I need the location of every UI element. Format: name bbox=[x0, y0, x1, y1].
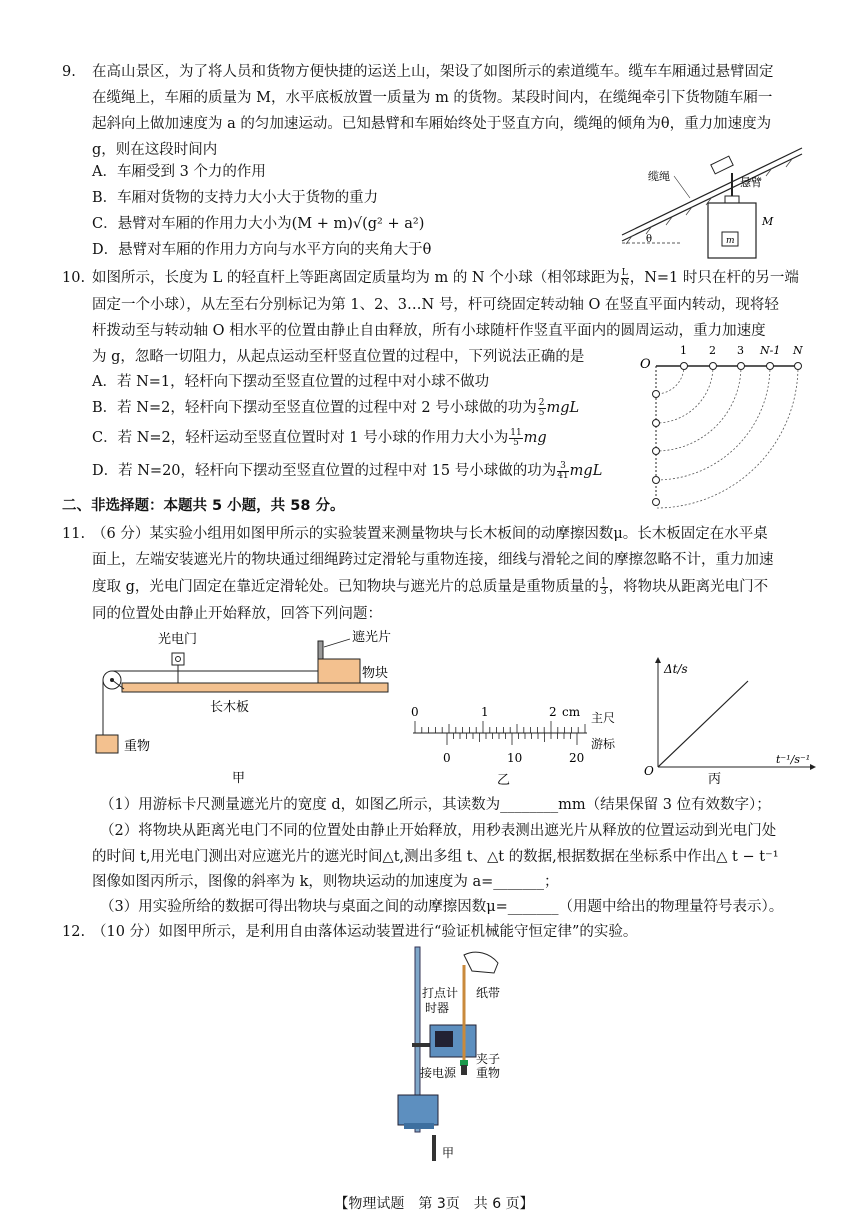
q10-c-frac bbox=[509, 429, 522, 448]
q11-vernier-figure-yi bbox=[405, 700, 635, 785]
q10-ball-n-label: N bbox=[793, 344, 803, 357]
q12-weight-label: 重物 bbox=[476, 1066, 501, 1080]
q10-ball-3-label: 3 bbox=[737, 344, 744, 357]
q10-b-frac bbox=[538, 399, 546, 418]
q10-stem-line: 为 g，忽略一切阻力，从起点运动至杆竖直位置的过程中，下列说法正确的是 bbox=[92, 349, 585, 365]
q12-power-label: 接电源 bbox=[420, 1066, 457, 1080]
q10-c-unit: mg bbox=[523, 430, 547, 446]
q10-frac-den: N bbox=[620, 277, 629, 288]
frac-den: 41 bbox=[557, 470, 569, 481]
q9-option-c: C．悬臂对车厢的作用力大小为(M + m)√(g² + a²) bbox=[92, 216, 425, 232]
q10-ball-1-label: 1 bbox=[680, 344, 687, 357]
frac-num: 1 bbox=[600, 576, 607, 587]
frac-den: 5 bbox=[513, 437, 519, 448]
q9-option-b: B．车厢对货物的支持力大小大于货物的重力 bbox=[92, 190, 379, 206]
q11-main-scale-label: 主尺 bbox=[591, 711, 616, 725]
q11-text: ，将物块从距离光电门不 bbox=[608, 579, 769, 595]
q9-stem-line: 在缆绳上，车厢的质量为 M，水平底板放置一质量为 m 的货物。某段时间内，在缆绳牵引下货物随车厢一 bbox=[92, 90, 773, 106]
q11-sub-2c: 图像如图丙所示，图像的斜率为 k，则物块运动的加速度为 a=_______； bbox=[92, 874, 559, 890]
q11-text: 度取 g，光电门固定在靠近定滑轮处。已知物块与遮光片的总质量是重物质量的 bbox=[92, 579, 599, 595]
q9-option-d: D．悬臂对车厢的作用力方向与水平方向的夹角大于θ bbox=[92, 242, 432, 258]
q11-vernier-20: 20 bbox=[569, 751, 585, 765]
q10-number: 10. bbox=[62, 270, 86, 286]
q10-d-frac bbox=[557, 462, 568, 481]
q9-M-label: M bbox=[762, 215, 774, 228]
q12-fig-caption: 甲 bbox=[442, 1146, 455, 1160]
q12-apparatus-figure bbox=[380, 945, 530, 1163]
q9-option-a: A．车厢受到 3 个力的作用 bbox=[92, 164, 266, 180]
q9-theta-label: θ bbox=[646, 234, 653, 245]
q9-cable-label: 缆绳 bbox=[648, 170, 670, 183]
q11-line-3 bbox=[92, 577, 768, 597]
q11-shade-label: 遮光片 bbox=[352, 630, 392, 645]
q10-b-text: B．若 N=2，轻杆向下摆动至竖直位置的过程中对 2 号小球做的功为 bbox=[92, 400, 537, 416]
q10-option-a: A．若 N=1，轻杆向下摆动至竖直位置的过程中对小球不做功 bbox=[92, 374, 490, 390]
q10-option-b bbox=[92, 398, 579, 418]
q11-fig-caption: 甲 bbox=[232, 771, 246, 785]
q11-sub-3: （3）用实验所给的数据可得出物块与桌面之间的动摩擦因数μ=_______（用题中给出的物理量符号表示）。 bbox=[100, 899, 784, 915]
q11-sub-2a: （2）将物块从距离光电门不同的位置处由静止开始释放，用秒表测出遮光片从释放的位置运动到光电门处 bbox=[100, 823, 777, 839]
q10-c-text: C．若 N=2，轻杆运动至竖直位置时对 1 号小球的作用力大小为 bbox=[92, 430, 509, 446]
q10-option-d bbox=[92, 461, 602, 481]
q10-stem-text: ，N=1 时只在杆的另一端 bbox=[629, 270, 799, 286]
q11-fraction bbox=[600, 578, 608, 597]
q11-graph-origin: O bbox=[644, 764, 654, 778]
q9-stem-line: 起斜向上做加速度为 a 的匀加速运动。已知悬臂和车厢始终处于竖直方向，缆绳的倾角为θ，重力加速度为 bbox=[92, 116, 772, 132]
q12-timer-label-2: 时器 bbox=[425, 1001, 450, 1015]
frac-num: 2 bbox=[538, 397, 545, 408]
page-footer: 【物理试题 第 3页 共 6 页】 bbox=[334, 1196, 534, 1212]
q11-fig-caption: 乙 bbox=[497, 773, 511, 785]
q10-frac-num: L bbox=[621, 267, 628, 278]
q12-timer-label-1: 打点计 bbox=[422, 986, 459, 1000]
q12-line: （10 分）如图甲所示，是利用自由落体运动装置进行“验证机械能守恒定律”的实验。 bbox=[92, 924, 638, 940]
q11-line: 面上，左端安装遮光片的物块通过细绳跨过定滑轮与重物连接，细线与滑轮之间的摩擦忽略不计，重力加速 bbox=[92, 552, 774, 568]
q10-stem-line: 固定一个小球），从左至右分别标记为第 1、2、3…N 号，杆可绕固定转动轴 O 在竖直平面内转动，现将轻 bbox=[92, 297, 779, 313]
q9-arm-label: 悬臂 bbox=[740, 176, 762, 189]
q11-vernier-0: 0 bbox=[443, 751, 451, 765]
q11-main-1: 1 bbox=[481, 705, 489, 719]
q11-graph-figure-bing bbox=[640, 655, 820, 785]
q9-m-label: m bbox=[726, 236, 735, 246]
q10-option-c bbox=[92, 428, 547, 448]
q12-clip-label: 夹子 bbox=[476, 1052, 501, 1066]
q11-block-label: 物块 bbox=[362, 666, 389, 681]
q11-board-label: 长木板 bbox=[210, 700, 250, 715]
q11-line: （6 分）某实验小组用如图甲所示的实验装置来测量物块与长木板间的动摩擦因数μ。长木板固定在水平桌 bbox=[92, 526, 768, 542]
q9-number: 9. bbox=[62, 64, 76, 80]
q10-fraction bbox=[621, 269, 629, 288]
q11-number: 11. bbox=[62, 526, 86, 542]
q11-gate-label: 光电门 bbox=[158, 632, 198, 647]
frac-num: 3 bbox=[557, 462, 568, 472]
q11-main-2: 2 bbox=[549, 705, 557, 719]
q9-stem-line: 在高山景区，为了将人员和货物方便快捷的运送上山，架设了如图所示的索道缆车。缆车车厢通过悬臂固定 bbox=[92, 64, 774, 80]
q11-unit: cm bbox=[562, 705, 581, 719]
q12-tape-label: 纸带 bbox=[476, 986, 501, 1000]
q10-stem-line: 杆拨动至与转动轴 O 相水平的位置由静止自由释放，所有小球随杆作竖直平面内的圆周运动，重力加速度 bbox=[92, 323, 766, 339]
q11-sub-1: （1）用游标卡尺测量遮光片的宽度 d，如图乙所示，其读数为________mm（结果保留 3 位有效数字）； bbox=[100, 797, 771, 813]
q10-d-text: D．若 N=20，轻杆向下摆动至竖直位置的过程中对 15 号小球做的功为 bbox=[92, 463, 557, 479]
q11-vernier-10: 10 bbox=[507, 751, 523, 765]
q10-b-unit: mgL bbox=[546, 400, 580, 416]
q10-rod-figure bbox=[636, 340, 816, 510]
q10-d-unit: mgL bbox=[569, 463, 603, 479]
q10-ball-2-label: 2 bbox=[709, 344, 716, 357]
q11-weight-label: 重物 bbox=[124, 739, 151, 754]
q11-line: 同的位置处由静止开始释放，回答下列问题： bbox=[92, 606, 382, 622]
frac-num: 11 bbox=[510, 427, 522, 438]
q11-main-0: 0 bbox=[411, 705, 419, 719]
frac-den: 5 bbox=[538, 407, 545, 418]
q10-stem-text: 如图所示，长度为 L 的轻直杆上等距离固定质量均为 m 的 N 个小球（相邻球距为 bbox=[92, 270, 620, 286]
q10-stem-first bbox=[92, 268, 799, 288]
q11-sub-2b: 的时间 t,用光电门测出对应遮光片的遮光时间△t,测出多组 t、△t 的数据,根据数据在坐标系中作出△ t − t⁻¹ bbox=[92, 849, 779, 865]
q9-stem-line: g，则在这段时间内 bbox=[92, 142, 218, 158]
section-heading: 二、非选择题：本题共 5 小题，共 58 分。 bbox=[62, 498, 345, 514]
q12-number: 12. bbox=[62, 924, 86, 940]
q11-vernier-label: 游标 bbox=[591, 737, 616, 751]
q10-ball-n1-label: N-1 bbox=[760, 344, 781, 357]
q9-cablecar-figure bbox=[612, 140, 812, 260]
q11-graph-ylabel: Δt/s bbox=[664, 662, 688, 676]
q10-O-label: O bbox=[640, 357, 651, 372]
q11-apparatus-figure-jia bbox=[88, 625, 398, 785]
frac-den: 3 bbox=[600, 586, 607, 597]
q11-fig-caption: 丙 bbox=[708, 772, 722, 785]
q11-graph-xlabel: t⁻¹/s⁻¹ bbox=[776, 753, 811, 766]
